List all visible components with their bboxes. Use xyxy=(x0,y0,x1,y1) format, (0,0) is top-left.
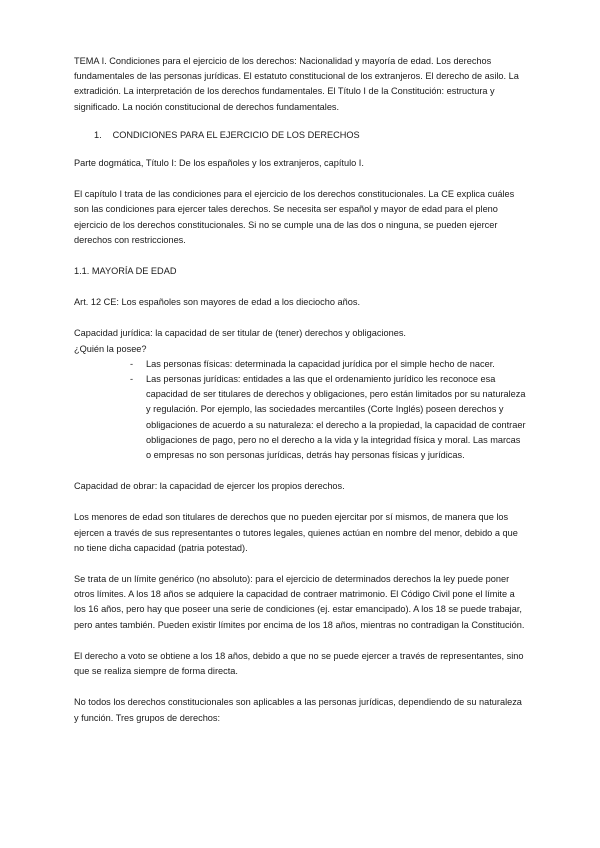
menores-paragraph: Los menores de edad son titulares de derechos que no pueden ejercitar por sí mismos, de manera que los ejercen a través de sus representantes o tutores legales, quienes actúan en nombre del menor, debido a que no tiene dicha capacidad (patria potestad). xyxy=(74,512,518,553)
no-todos-paragraph: No todos los derechos constitucionales son aplicables a las personas jurídicas, dependiendo de su naturaleza y función. Tres grupos de derechos: xyxy=(74,697,522,723)
dash-marker: - xyxy=(130,358,134,369)
section-number: 1. xyxy=(94,129,102,140)
list-item-text: Las personas jurídicas: entidades a las que el ordenamiento jurídico les reconoce esa capacidad de ser titulares de derechos y obligaciones, pero están limitados por su naturaleza y regulación. Por ejemplo, las sociedades mercantiles (Corte Inglés) poseen derechos y obligaciones de acuerdo a su naturaleza: el derecho a la propiedad, la capacidad de contraer obligaciones de pago, pero no el derecho a la vida y la integridad física y moral. Las marcas o empresas no son personas jurídicas, detrás hay personas físicas y jurídicas. xyxy=(146,374,526,461)
persons-list xyxy=(74,357,526,463)
capacidad-obrar-paragraph: Capacidad de obrar: la capacidad de ejercer los propios derechos. xyxy=(74,481,345,492)
quien-question: ¿Quién la posee? xyxy=(74,343,147,354)
capacidad-juridica-paragraph: Capacidad jurídica: la capacidad de ser titular de (tener) derechos y obligaciones. xyxy=(74,328,406,339)
intro-paragraph: TEMA I. Condiciones para el ejercicio de los derechos: Nacionalidad y mayoría de edad. Los derechos fundamentales de las personas jurídicas. El estatuto constitucional de los extranjeros. El derecho de asilo. La extradición. La interpretación de los derechos fundamentales. El Título I de la Constitución: estructura y significado. La noción constitucional de derechos fundamentales. xyxy=(74,56,519,112)
subsection-heading: 1.1. MAYORÍA DE EDAD xyxy=(74,266,177,277)
capitulo-paragraph: El capítulo I trata de las condiciones para el ejercicio de los derechos constitucionales. La CE explica cuáles son las condiciones para ejercer tales derechos. Se necesita ser español y mayor de edad para el pleno ejercicio de los derechos constitucionales. Si no se cumple una de las dos o ninguna, se pueden ejercer derechos con restricciones. xyxy=(74,189,515,245)
art12-paragraph: Art. 12 CE: Los españoles son mayores de edad a los dieciocho años. xyxy=(74,297,361,308)
list-item-text: Las personas físicas: determinada la capacidad jurídica por el simple hecho de nacer. xyxy=(146,358,495,369)
list-item xyxy=(74,372,526,463)
dash-marker: - xyxy=(130,374,134,385)
section-heading xyxy=(74,128,526,143)
limite-paragraph: Se trata de un límite genérico (no absoluto): para el ejercicio de determinados derechos la ley puede poner otros límites. A los 18 años se adquiere la capacidad de contraer matrimonio. El Código Civil pone el límite a los 16 años, pero hay que poseer una serie de condiciones (ej. estar emancipado). A los 18 se puede trabajar, pero antes también. Pueden existir límites por encima de los 18 años, mientras no contradigan la Constitución. xyxy=(74,574,525,630)
parte-paragraph: Parte dogmática, Título I: De los españoles y los extranjeros, capítulo I. xyxy=(74,158,364,169)
list-item xyxy=(74,357,526,372)
voto-paragraph: El derecho a voto se obtiene a los 18 años, debido a que no se puede ejercer a través de representantes, sino que se realiza siempre de forma directa. xyxy=(74,650,524,677)
section-title: CONDICIONES PARA EL EJERCICIO DE LOS DERECHOS xyxy=(112,129,360,140)
